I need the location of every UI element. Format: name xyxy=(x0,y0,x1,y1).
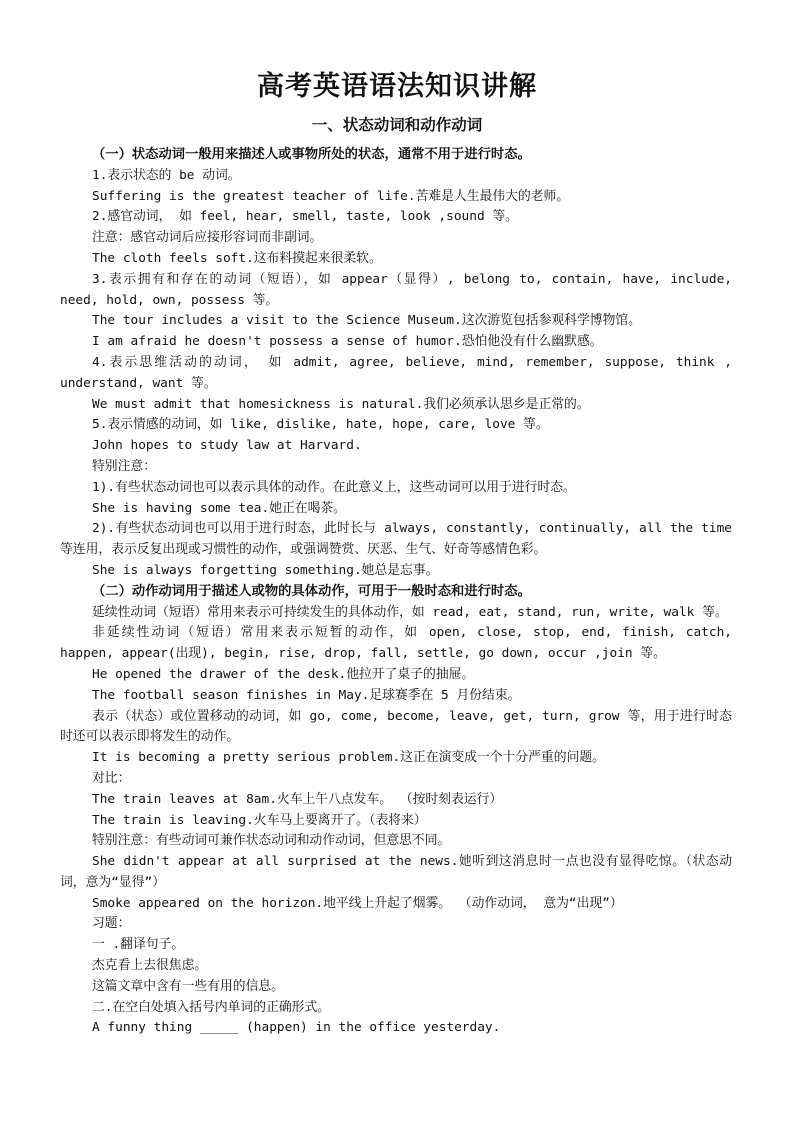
example-sentence: I am afraid he doesn't possess a sense of humor.恐怕他没有什么幽默感。 xyxy=(92,334,603,350)
paragraph: 对比： xyxy=(92,770,131,786)
exercise-item: 这篇文章中含有一些有用的信息。 xyxy=(92,978,284,994)
paragraph: 特别注意： xyxy=(92,458,156,474)
paragraph: 5.表示情感的动词，如 like, dislike, hate, hope, care, love 等。 xyxy=(92,417,549,433)
paragraph: 3.表示拥有和存在的动词（短语），如 appear（显得）, belong to, contain, have, include, need, hold, own, possess 等。 xyxy=(60,271,732,308)
paragraph: 2.感官动词， 如 feel, hear, smell, taste, look ,sound 等。 xyxy=(92,209,518,225)
exercise-part-title: 一 .翻译句子。 xyxy=(92,937,185,953)
exercise-part-title: 二.在空白处填入括号内单词的正确形式。 xyxy=(92,999,331,1015)
paragraph: 2).有些状态动词也可以用于进行时态，此时长与 always, constantly, continually, all the time 等连用，表示反复出现或习惯性的动作，或强调赞赏、厌恶、生气、好奇等感情色彩。 xyxy=(60,521,732,558)
paragraph: 注意：感官动词后应接形容词而非副词。 xyxy=(92,230,323,246)
example-sentence: The train is leaving.火车马上要离开了。（表将来） xyxy=(92,812,427,828)
paragraph: 延续性动词（短语）常用来表示可持续发生的具体动作，如 read, eat, stand, run, write, walk 等。 xyxy=(92,604,728,620)
subheading-action-verbs: （二）动作动词用于描述人或物的具体动作，可用于一般时态和进行时态。 xyxy=(92,583,531,599)
paragraph: 特别注意：有些动词可兼作状态动词和动作动词，但意思不同。 xyxy=(92,833,451,849)
example-sentence: Suffering is the greatest teacher of life.苦难是人生最伟大的老师。 xyxy=(92,188,570,204)
paragraph: 非延续性动词（短语）常用来表示短暂的动作，如 open, close, stop, end, finish, catch, happen, appear(出现), begin, rise, drop, fall, settle, go down, occur ,join 等。 xyxy=(60,625,732,662)
example-sentence: The cloth feels soft.这布料摸起来很柔软。 xyxy=(92,250,382,266)
paragraph: 1.表示状态的 be 动词。 xyxy=(92,167,241,183)
example-sentence: He opened the drawer of the desk.他拉开了桌子的抽屉。 xyxy=(92,666,475,682)
example-sentence: The football season finishes in May.足球赛季在 5 月份结束。 xyxy=(92,687,521,703)
exercise-item: 杰克看上去很焦虑。 xyxy=(92,958,208,974)
paragraph: 4.表示思维活动的动词， 如 admit, agree, believe, mind, remember, suppose, think , understand, want 等。 xyxy=(60,354,732,391)
exercise-heading: 习题： xyxy=(92,916,131,932)
example-sentence: It is becoming a pretty serious problem.这正在演变成一个十分严重的问题。 xyxy=(92,750,605,766)
example-sentence: She is having some tea.她正在喝茶。 xyxy=(92,500,346,516)
example-sentence: We must admit that homesickness is natural.我们必须承认思乡是正常的。 xyxy=(92,396,590,412)
subheading-state-verbs: （一）状态动词一般用来描述人或事物所处的状态，通常不用于进行时态。 xyxy=(92,147,531,162)
example-sentence: She is always forgetting something.她总是忘事。 xyxy=(92,562,439,578)
paragraph: 表示（状态）或位置移动的动词，如 go, come, become, leave, get, turn, grow 等，用于进行时态时还可以表示即将发生的动作。 xyxy=(60,708,732,745)
paragraph: 1).有些状态动词也可以表示具体的动作。在此意义上，这些动词可以用于进行时态。 xyxy=(92,479,576,495)
example-sentence: Smoke appeared on the horizon.地平线上升起了烟雾。 （动作动词， 意为“出现”） xyxy=(92,895,623,911)
exercise-item: A funny thing _____ (happen) in the office yesterday. xyxy=(92,1020,501,1036)
example-sentence: She didn't appear at all surprised at the news.她听到这消息时一点也没有显得吃惊。（状态动词，意为“显得”） xyxy=(60,854,732,890)
section-heading: 一、状态动词和动作动词 xyxy=(311,116,483,134)
example-sentence: John hopes to study law at Harvard. xyxy=(92,438,362,454)
document-body xyxy=(60,145,732,1039)
example-sentence: The train leaves at 8am.火车上午八点发车。 （按时刻表运行） xyxy=(92,791,503,807)
example-sentence: The tour includes a visit to the Science Museum.这次游览包括参观科学博物馆。 xyxy=(92,313,641,329)
page-title: 高考英语语法知识讲解 xyxy=(257,71,537,102)
